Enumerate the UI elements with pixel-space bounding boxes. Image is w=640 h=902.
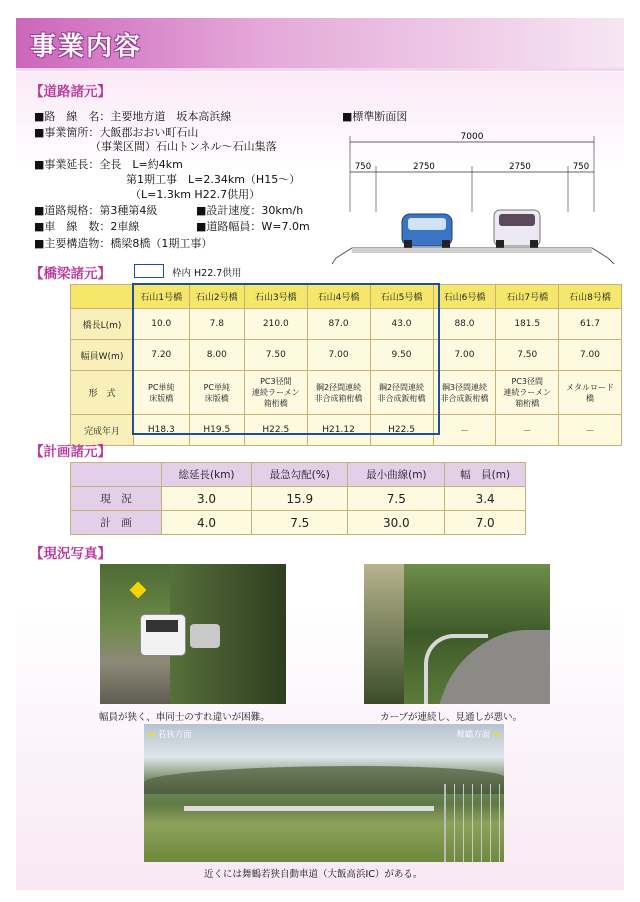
cell: 鋼3径間連続 非合成鈑桁橋 xyxy=(433,371,496,415)
direction-left-label: 若狭方面 xyxy=(157,730,192,740)
cell: － xyxy=(558,415,621,446)
width-value: W=7.0m xyxy=(261,220,310,233)
structures-label: ■主要構造物： xyxy=(34,237,111,250)
header-band xyxy=(16,18,624,71)
dim-lane-right: 2750 xyxy=(509,162,531,172)
cell: 鋼2径間連続 非合成箱桁橋 xyxy=(307,371,370,415)
dim-shoulder-right: 750 xyxy=(572,162,590,172)
photos-heading: 【現況写真】 xyxy=(30,546,111,562)
row-label: 橋長L(m) xyxy=(71,309,134,340)
photo-curve xyxy=(364,564,550,704)
cell: 7.5 xyxy=(252,511,348,535)
cell: 7.00 xyxy=(433,340,496,371)
bridge-header-5: 石山5号橋 xyxy=(370,285,433,309)
width-row xyxy=(196,218,310,234)
legend-box xyxy=(134,264,164,278)
cell: 7.50 xyxy=(245,340,308,371)
car-left-icon xyxy=(402,214,452,250)
bridge-header-2: 石山2号橋 xyxy=(189,285,245,309)
cell: PC3径間 連続ラーメン 箱桁橋 xyxy=(245,371,308,415)
cell: 181.5 xyxy=(496,309,559,340)
cell: 87.0 xyxy=(307,309,370,340)
bridge-header-1: 石山1号橋 xyxy=(134,285,190,309)
content-panel xyxy=(16,72,624,890)
cell: 88.0 xyxy=(433,309,496,340)
bridge-row-width xyxy=(71,340,622,371)
cross-section-diagram xyxy=(332,130,622,270)
cell: PC単純 床版橋 xyxy=(134,371,190,415)
cell: 43.0 xyxy=(370,309,433,340)
spec-label: ■道路規格： xyxy=(34,204,100,217)
bridge-table xyxy=(70,284,622,446)
road-heading: 【道路諸元】 xyxy=(30,84,111,100)
table-corner xyxy=(71,463,162,487)
dim-total: 7000 xyxy=(460,132,484,142)
plan-header-1: 総延長(km) xyxy=(162,463,252,487)
bridge-row-completion xyxy=(71,415,622,446)
cell: 3.0 xyxy=(162,487,252,511)
caption-expressway: 近くには舞鶴若狭自動車道（大飯高浜IC）がある。 xyxy=(204,869,423,880)
caption-curve: カーブが連続し、見通しが悪い。 xyxy=(380,712,523,723)
cell: 7.20 xyxy=(134,340,190,371)
structures-value: 橋梁8橋（1期工事） xyxy=(110,237,213,250)
cross-section-title: ■標準断面図 xyxy=(342,110,408,123)
plan-heading: 【計画諸元】 xyxy=(30,444,111,460)
direction-left xyxy=(148,728,192,740)
cell: 7.50 xyxy=(496,340,559,371)
plan-header-3: 最小曲線(m) xyxy=(348,463,445,487)
cell: H22.5 xyxy=(245,415,308,446)
plan-header-row xyxy=(71,463,526,487)
cell: メタルロード 橋 xyxy=(558,371,621,415)
photo-narrow-road xyxy=(100,564,286,704)
route-row xyxy=(34,108,231,124)
car-right-icon xyxy=(494,210,540,250)
row-label: 現 況 xyxy=(71,487,162,511)
page-title: 事業内容 xyxy=(30,32,143,62)
row-label: 計 画 xyxy=(71,511,162,535)
dim-lane-left: 2750 xyxy=(413,162,435,172)
row-label: 形 式 xyxy=(71,371,134,415)
cell: 210.0 xyxy=(245,309,308,340)
bridge-heading: 【橋梁諸元】 xyxy=(30,266,111,282)
bridge-header-8: 石山8号橋 xyxy=(558,285,621,309)
lanes-row xyxy=(34,218,139,234)
cell: 鋼2径間連続 非合成鈑桁橋 xyxy=(370,371,433,415)
cell: － xyxy=(433,415,496,446)
lanes-value: 2車線 xyxy=(110,220,140,233)
length-value: 全長 L=約4km xyxy=(99,158,183,171)
route-value: 主要地方道 坂本高浜線 xyxy=(110,110,232,123)
cell: 7.5 xyxy=(348,487,445,511)
cell: 30.0 xyxy=(348,511,445,535)
row-label: 完成年月 xyxy=(71,415,134,446)
arrow-left-icon: ⬅ xyxy=(148,730,156,740)
plan-table xyxy=(70,462,526,535)
cell: PC単純 床版橋 xyxy=(189,371,245,415)
cell: H18.3 xyxy=(134,415,190,446)
cell: 61.7 xyxy=(558,309,621,340)
row-label: 幅員W(m) xyxy=(71,340,134,371)
bridge-header-4: 石山4号橋 xyxy=(307,285,370,309)
phase1: 第1期工事 L=2.34km（H15～） xyxy=(126,173,301,186)
caption-narrow-road: 幅員が狭く、車同士のすれ違いが困難。 xyxy=(99,712,270,723)
bridge-header-row xyxy=(71,285,622,309)
width-label: ■道路幅員： xyxy=(196,220,262,233)
speed-value: 30km/h xyxy=(261,204,304,217)
arrow-right-icon: ➡ xyxy=(492,730,500,740)
route-label: ■路 線 名： xyxy=(34,110,111,123)
lanes-label: ■車 線 数： xyxy=(34,220,111,233)
plan-header-4: 幅 員(m) xyxy=(445,463,526,487)
bridge-header-6: 石山6号橋 xyxy=(433,285,496,309)
cell: 15.9 xyxy=(252,487,348,511)
cell: 9.50 xyxy=(370,340,433,371)
plan-row-plan xyxy=(71,511,526,535)
plan-header-2: 最急勾配(%) xyxy=(252,463,348,487)
spec-value: 第3種第4級 xyxy=(99,204,158,217)
section-value: （事業区間）石山トンネル～石山集落 xyxy=(90,140,277,153)
direction-right-label: 舞鶴方面 xyxy=(456,730,491,740)
phase1-sub: （L=1.3km H22.7供用） xyxy=(130,188,261,201)
cell: 7.8 xyxy=(189,309,245,340)
cell: H19.5 xyxy=(189,415,245,446)
bridge-header-7: 石山7号橋 xyxy=(496,285,559,309)
cell: H22.5 xyxy=(370,415,433,446)
cell: 3.4 xyxy=(445,487,526,511)
table-corner xyxy=(71,285,134,309)
cell: 7.00 xyxy=(558,340,621,371)
cell: 8.00 xyxy=(189,340,245,371)
legend-text: 枠内 H22.7供用 xyxy=(172,268,242,279)
bridge-header-3: 石山3号橋 xyxy=(245,285,308,309)
structures-row xyxy=(34,235,212,251)
bridge-row-type xyxy=(71,371,622,415)
cell: － xyxy=(496,415,559,446)
location-value: 大飯郡おおい町石山 xyxy=(99,126,199,139)
length-label: ■事業延長： xyxy=(34,158,100,171)
speed-row xyxy=(196,202,303,218)
cell: 4.0 xyxy=(162,511,252,535)
location-label: ■事業箇所： xyxy=(34,126,100,139)
cell: PC3径間 連続ラーメン 箱桁橋 xyxy=(496,371,559,415)
direction-right xyxy=(456,728,500,740)
plan-row-current xyxy=(71,487,526,511)
photo-expressway xyxy=(144,724,504,862)
cell: 7.0 xyxy=(445,511,526,535)
length-row xyxy=(34,156,183,172)
cell: 7.00 xyxy=(307,340,370,371)
cell: 10.0 xyxy=(134,309,190,340)
spec-row xyxy=(34,202,157,218)
cell: H21.12 xyxy=(307,415,370,446)
speed-label: ■設計速度： xyxy=(196,204,262,217)
dim-shoulder-left: 750 xyxy=(354,162,372,172)
bridge-row-length xyxy=(71,309,622,340)
